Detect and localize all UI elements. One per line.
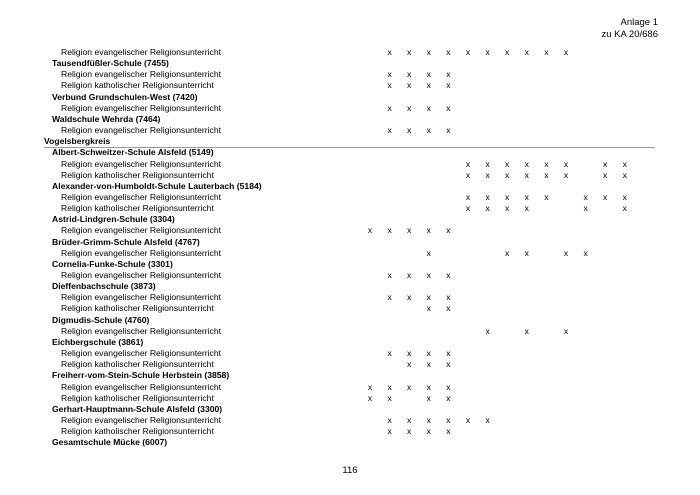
offer-mark: x [407,270,412,280]
offer-mark: x [485,169,490,180]
offer-mark: x [407,381,412,392]
school-heading [0,437,700,448]
offer-mark: x [387,348,392,359]
offer-mark: x [407,80,412,91]
offer-mark: x [426,47,431,57]
offer-mark: x [387,102,392,113]
offer-mark: x [524,247,529,258]
subject-row [0,382,700,393]
school-heading [0,58,700,69]
offer-mark: x [446,102,451,113]
subject-row [0,248,700,259]
offer-mark: x [446,69,451,80]
offer-mark: x [387,225,392,236]
subject-row [0,170,700,181]
offer-mark: x [407,292,412,303]
subject-row [0,348,700,359]
offer-mark: x [465,191,471,202]
offer-mark: x [446,359,451,370]
subject-label: Religion katholischer Religionsunterricht [61,80,214,91]
offer-mark: x [622,203,627,214]
subject-label: Religion evangelischer Religionsunterricht [61,47,222,57]
offer-mark: x [387,426,392,437]
subject-row [0,303,700,314]
subject-row [0,159,700,170]
subject-row [0,203,700,214]
offer-mark: x [485,203,490,214]
offer-mark: x [387,80,392,91]
offer-mark: x [544,191,549,202]
school-heading [0,370,700,381]
offer-mark: x [426,426,431,437]
school-heading [0,92,700,103]
offer-mark: x [426,303,431,314]
offer-mark: x [446,348,451,359]
offer-mark: x [407,47,412,57]
offer-mark: x [407,125,412,136]
offer-mark: x [524,47,529,57]
offer-mark: x [387,292,392,303]
subject-label: Religion evangelischer Religionsunterricht [61,292,222,303]
school-heading [0,337,700,348]
offer-mark: x [505,158,510,169]
school-label: Astrid-Lindgren-Schule (3304) [52,214,175,225]
school-heading [0,315,700,326]
offer-mark: x [426,348,431,359]
offer-mark: x [622,191,627,202]
subject-label: Religion katholischer Religionsunterricht [61,359,214,370]
offer-mark: x [426,225,431,236]
school-label: Freiherr-vom-Stein-Schule Herbstein (3858) [52,370,230,381]
subject-row [0,47,700,58]
district-label: Vogelsbergkreis [44,136,111,147]
subject-row [0,103,700,114]
header-annex-label: Anlage 1 [620,17,658,28]
school-heading [0,147,700,158]
offer-mark: x [505,191,510,202]
subject-row [0,292,700,303]
offer-mark: x [563,47,569,57]
offer-mark: x [426,80,431,91]
offer-mark: x [446,225,451,236]
offer-mark: x [524,191,529,202]
offer-mark: x [446,303,451,314]
school-label: Gesamtschule Mücke (6007) [52,437,168,448]
school-heading [0,281,700,292]
offer-mark: x [622,158,627,169]
subject-row [0,125,700,136]
offer-mark: x [563,325,569,336]
subject-label: Religion evangelischer Religionsunterricht [61,381,222,392]
subject-label: Religion evangelischer Religionsunterricht [61,247,222,258]
offer-mark: x [407,102,412,113]
offer-mark: x [426,247,431,258]
offer-mark: x [446,426,451,437]
subject-row [0,426,700,437]
offer-mark: x [563,247,569,258]
offer-mark: x [387,69,392,80]
school-heading [0,404,700,415]
offer-mark: x [524,203,529,214]
offer-mark: x [603,158,608,169]
offer-mark: x [563,169,569,180]
offer-mark: x [426,125,431,136]
subject-label: Religion evangelischer Religionsunterricht [61,225,222,236]
subject-row [0,69,700,80]
school-heading [0,214,700,225]
school-label: Eichbergschule (3861) [52,336,144,347]
offer-mark: x [426,270,431,280]
offer-mark: x [387,125,392,136]
school-label: Alexander-von-Humboldt-Schule Lauterbach (5184) [52,180,262,191]
offer-mark: x [446,414,451,425]
offer-mark: x [407,414,412,425]
offer-mark: x [387,392,392,403]
subject-label: Religion katholischer Religionsunterricht [61,169,214,180]
offer-mark: x [426,292,431,303]
school-label: Waldschule Wehrda (7464) [52,113,161,124]
offer-mark: x [622,169,627,180]
offer-mark: x [524,169,529,180]
offer-mark: x [544,169,549,180]
subject-row [0,225,700,236]
offer-mark: x [446,47,451,57]
offer-mark: x [524,325,529,336]
offer-mark: x [583,247,588,258]
offer-mark: x [465,47,471,57]
offer-mark: x [505,203,510,214]
offer-mark: x [426,102,431,113]
offer-mark: x [426,392,431,403]
offer-mark: x [387,381,392,392]
offer-mark: x [465,169,471,180]
subject-label: Religion katholischer Religionsunterricht [61,392,214,403]
subject-row [0,192,700,203]
offer-mark: x [446,292,451,303]
school-heading [0,114,700,125]
school-label: Tausendfüßler-Schule (7455) [52,58,169,69]
offer-mark: x [544,47,549,57]
offer-mark: x [485,158,490,169]
offer-mark: x [407,69,412,80]
subject-label: Religion evangelischer Religionsunterricht [61,69,222,80]
offer-mark: x [485,191,490,202]
subject-label: Religion evangelischer Religionsunterricht [61,348,222,359]
offer-mark: x [524,158,529,169]
page-number: 116 [342,465,358,476]
subject-label: Religion evangelischer Religionsunterricht [61,158,222,169]
subject-row [0,415,700,426]
subject-row [0,326,700,337]
school-heading [0,259,700,270]
offer-mark: x [387,47,392,57]
subject-label: Religion katholischer Religionsunterricht [61,203,214,214]
subject-label: Religion katholischer Religionsunterricht [61,303,214,314]
offer-mark: x [485,414,490,425]
offer-mark: x [426,381,431,392]
offer-mark: x [603,191,608,202]
offer-mark: x [426,414,431,425]
subject-label: Religion evangelischer Religionsunterricht [61,414,222,425]
offer-mark: x [583,203,588,214]
offer-mark: x [426,359,431,370]
offer-mark: x [387,270,392,280]
offer-mark: x [446,392,451,403]
offer-mark: x [407,225,412,236]
school-label: Dieffenbachschule (3873) [52,281,156,292]
subject-label: Religion evangelischer Religionsunterricht [61,102,222,113]
school-heading [0,181,700,192]
subject-row [0,359,700,370]
offer-mark: x [485,325,490,336]
offer-mark: x [544,158,549,169]
school-label: Digmudis-Schule (4760) [52,314,150,325]
subject-row [0,80,700,91]
offer-mark: x [465,414,471,425]
offer-mark: x [563,158,569,169]
offer-mark: x [446,381,451,392]
offer-mark: x [583,191,588,202]
offer-mark: x [446,125,451,136]
offer-mark: x [367,392,373,403]
offer-mark: x [426,69,431,80]
offer-mark: x [446,270,451,280]
subject-label: Religion evangelischer Religionsunterricht [61,325,222,336]
header-reference: zu KA 20/686 [601,29,658,40]
school-label: Albert-Schweitzer-Schule Alsfeld (5149) [52,147,214,158]
school-label: Verbund Grundschulen-West (7420) [52,91,198,102]
school-label: Gerhart-Hauptmann-Schule Alsfeld (3300) [52,403,223,414]
offer-mark: x [367,381,373,392]
offer-mark: x [407,348,412,359]
school-label: Brüder-Grimm-Schule Alsfeld (4767) [52,236,200,247]
school-heading [0,237,700,248]
offer-mark: x [407,359,412,370]
subject-label: Religion katholischer Religionsunterricht [61,426,214,437]
offer-mark: x [603,169,608,180]
offer-mark: x [485,47,490,57]
subject-row [0,270,700,281]
offer-mark: x [465,203,471,214]
school-label: Cornelia-Funke-Schule (3301) [52,258,173,269]
offer-mark: x [505,247,510,258]
subject-label: Religion evangelischer Religionsunterricht [61,191,222,202]
offer-mark: x [465,158,471,169]
subject-row [0,393,700,404]
offer-mark: x [505,47,510,57]
offer-mark: x [446,80,451,91]
offer-mark: x [407,426,412,437]
offer-mark: x [505,169,510,180]
subject-label: Religion evangelischer Religionsunterricht [61,270,222,280]
offer-mark: x [367,225,373,236]
offer-mark: x [387,414,392,425]
subject-label: Religion evangelischer Religionsunterricht [61,125,222,136]
